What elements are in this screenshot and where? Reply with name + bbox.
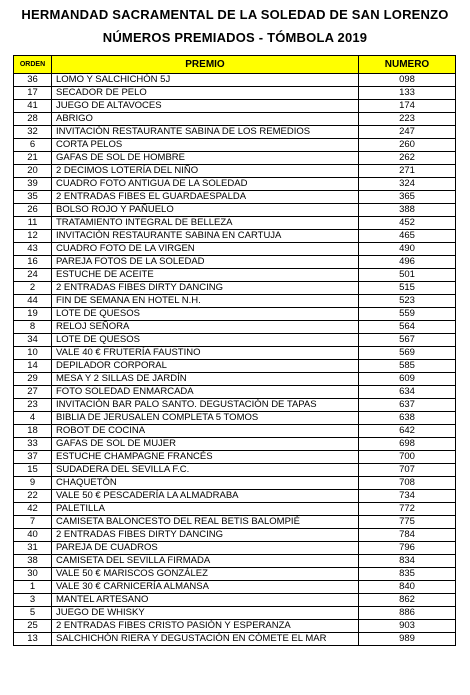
cell-orden: 21 bbox=[14, 152, 52, 165]
table-row bbox=[14, 295, 456, 308]
cell-numero: 796 bbox=[359, 542, 456, 555]
cell-premio: ABRIGO bbox=[52, 113, 359, 126]
table-row bbox=[14, 74, 456, 87]
cell-orden: 6 bbox=[14, 139, 52, 152]
cell-orden: 17 bbox=[14, 87, 52, 100]
table-row bbox=[14, 282, 456, 295]
cell-numero: 772 bbox=[359, 503, 456, 516]
cell-numero: 496 bbox=[359, 256, 456, 269]
cell-numero: 903 bbox=[359, 620, 456, 633]
table-row bbox=[14, 126, 456, 139]
cell-orden: 14 bbox=[14, 360, 52, 373]
cell-orden: 33 bbox=[14, 438, 52, 451]
cell-orden: 15 bbox=[14, 464, 52, 477]
cell-orden: 2 bbox=[14, 282, 52, 295]
table-row bbox=[14, 321, 456, 334]
cell-premio: 2 ENTRADAS FIBES CRISTO PASIÓN Y ESPERANZA bbox=[52, 620, 359, 633]
table-row bbox=[14, 620, 456, 633]
cell-orden: 22 bbox=[14, 490, 52, 503]
cell-numero: 559 bbox=[359, 308, 456, 321]
cell-numero: 388 bbox=[359, 204, 456, 217]
cell-premio: ROBOT DE COCINA bbox=[52, 425, 359, 438]
cell-premio: DEPILADOR CORPORAL bbox=[52, 360, 359, 373]
document-subtitle: NÚMEROS PREMIADOS - TÓMBOLA 2019 bbox=[102, 30, 368, 45]
cell-numero: 452 bbox=[359, 217, 456, 230]
cell-numero: 634 bbox=[359, 386, 456, 399]
table-row bbox=[14, 451, 456, 464]
cell-orden: 25 bbox=[14, 620, 52, 633]
cell-premio: PAREJA FOTOS DE LA SOLEDAD bbox=[52, 256, 359, 269]
cell-premio: CAMISETA BALONCESTO DEL REAL BETIS BALOMPIÉ bbox=[52, 516, 359, 529]
table-row bbox=[14, 581, 456, 594]
cell-premio: VALE 30 € CARNICERÍA ALMANSA bbox=[52, 581, 359, 594]
cell-orden: 31 bbox=[14, 542, 52, 555]
table-row bbox=[14, 555, 456, 568]
table-row bbox=[14, 87, 456, 100]
cell-numero: 862 bbox=[359, 594, 456, 607]
cell-orden: 44 bbox=[14, 295, 52, 308]
cell-orden: 7 bbox=[14, 516, 52, 529]
cell-premio: 2 ENTRADAS FIBES EL GUARDAESPALDA bbox=[52, 191, 359, 204]
cell-premio: VALE 50 € PESCADERÍA LA ALMADRABA bbox=[52, 490, 359, 503]
cell-premio: VALE 40 € FRUTERÍA FAUSTINO bbox=[52, 347, 359, 360]
table-row bbox=[14, 594, 456, 607]
column-header-premio: PREMIO bbox=[52, 56, 359, 74]
table-row bbox=[14, 191, 456, 204]
cell-numero: 989 bbox=[359, 633, 456, 646]
table-row bbox=[14, 373, 456, 386]
table-row bbox=[14, 204, 456, 217]
cell-premio: JUEGO DE ALTAVOCES bbox=[52, 100, 359, 113]
cell-numero: 569 bbox=[359, 347, 456, 360]
document-title: HERMANDAD SACRAMENTAL DE LA SOLEDAD DE SAN LORENZO bbox=[21, 7, 449, 22]
cell-premio: BOLSO ROJO Y PAÑUELO bbox=[52, 204, 359, 217]
cell-orden: 36 bbox=[14, 74, 52, 87]
cell-numero: 262 bbox=[359, 152, 456, 165]
cell-numero: 609 bbox=[359, 373, 456, 386]
cell-premio: RELOJ SEÑORA bbox=[52, 321, 359, 334]
cell-premio: MANTEL ARTESANO bbox=[52, 594, 359, 607]
cell-orden: 13 bbox=[14, 633, 52, 646]
column-header-numero: NUMERO bbox=[359, 56, 456, 74]
cell-orden: 39 bbox=[14, 178, 52, 191]
cell-orden: 20 bbox=[14, 165, 52, 178]
table-row bbox=[14, 607, 456, 620]
cell-orden: 4 bbox=[14, 412, 52, 425]
cell-premio: BIBLIA DE JERUSALEN COMPLETA 5 TOMOS bbox=[52, 412, 359, 425]
cell-orden: 11 bbox=[14, 217, 52, 230]
table-row bbox=[14, 165, 456, 178]
table-row bbox=[14, 269, 456, 282]
table-row bbox=[14, 516, 456, 529]
cell-numero: 365 bbox=[359, 191, 456, 204]
cell-premio: INVITACIÓN BAR PALO SANTO. DEGUSTACIÓN DE TAPAS bbox=[52, 399, 359, 412]
cell-numero: 465 bbox=[359, 230, 456, 243]
cell-orden: 19 bbox=[14, 308, 52, 321]
table-row bbox=[14, 308, 456, 321]
cell-orden: 23 bbox=[14, 399, 52, 412]
cell-premio: INVITACIÓN RESTAURANTE SABINA DE LOS REMEDIOS bbox=[52, 126, 359, 139]
cell-numero: 324 bbox=[359, 178, 456, 191]
cell-premio: CORTA PELOS bbox=[52, 139, 359, 152]
table-row bbox=[14, 477, 456, 490]
cell-numero: 840 bbox=[359, 581, 456, 594]
table-row bbox=[14, 178, 456, 191]
cell-orden: 43 bbox=[14, 243, 52, 256]
table-row bbox=[14, 503, 456, 516]
cell-orden: 9 bbox=[14, 477, 52, 490]
cell-orden: 38 bbox=[14, 555, 52, 568]
table-row bbox=[14, 100, 456, 113]
cell-premio: SECADOR DE PELO bbox=[52, 87, 359, 100]
table-row bbox=[14, 529, 456, 542]
cell-orden: 27 bbox=[14, 386, 52, 399]
table-row bbox=[14, 152, 456, 165]
table-row bbox=[14, 412, 456, 425]
cell-premio: ESTUCHE CHAMPAGNE FRANCÉS bbox=[52, 451, 359, 464]
cell-numero: 638 bbox=[359, 412, 456, 425]
cell-numero: 700 bbox=[359, 451, 456, 464]
cell-numero: 707 bbox=[359, 464, 456, 477]
table-row bbox=[14, 334, 456, 347]
cell-orden: 10 bbox=[14, 347, 52, 360]
cell-orden: 29 bbox=[14, 373, 52, 386]
cell-orden: 32 bbox=[14, 126, 52, 139]
cell-orden: 30 bbox=[14, 568, 52, 581]
cell-premio: MESA Y 2 SILLAS DE JARDÍN bbox=[52, 373, 359, 386]
cell-orden: 16 bbox=[14, 256, 52, 269]
cell-premio: TRATAMIENTO INTEGRAL DE BELLEZA bbox=[52, 217, 359, 230]
cell-numero: 698 bbox=[359, 438, 456, 451]
cell-numero: 734 bbox=[359, 490, 456, 503]
cell-premio: FIN DE SEMANA EN HOTEL N.H. bbox=[52, 295, 359, 308]
cell-orden: 40 bbox=[14, 529, 52, 542]
cell-numero: 637 bbox=[359, 399, 456, 412]
cell-numero: 642 bbox=[359, 425, 456, 438]
cell-premio: PAREJA DE CUADROS bbox=[52, 542, 359, 555]
cell-premio: GAFAS DE SOL DE MUJER bbox=[52, 438, 359, 451]
table-row bbox=[14, 230, 456, 243]
cell-premio: LOTE DE QUESOS bbox=[52, 334, 359, 347]
cell-numero: 835 bbox=[359, 568, 456, 581]
cell-numero: 567 bbox=[359, 334, 456, 347]
cell-numero: 174 bbox=[359, 100, 456, 113]
cell-orden: 18 bbox=[14, 425, 52, 438]
cell-orden: 26 bbox=[14, 204, 52, 217]
table-row bbox=[14, 113, 456, 126]
cell-premio: PALETILLA bbox=[52, 503, 359, 516]
cell-orden: 28 bbox=[14, 113, 52, 126]
table-header-row bbox=[14, 56, 456, 74]
cell-premio: 2 ENTRADAS FIBES DIRTY DANCING bbox=[52, 282, 359, 295]
cell-numero: 784 bbox=[359, 529, 456, 542]
cell-premio: INVITACIÓN RESTAURANTE SABINA EN CARTUJA bbox=[52, 230, 359, 243]
cell-premio: GAFAS DE SOL DE HOMBRE bbox=[52, 152, 359, 165]
cell-numero: 501 bbox=[359, 269, 456, 282]
cell-numero: 708 bbox=[359, 477, 456, 490]
cell-numero: 886 bbox=[359, 607, 456, 620]
cell-premio: 2 ENTRADAS FIBES DIRTY DANCING bbox=[52, 529, 359, 542]
cell-numero: 260 bbox=[359, 139, 456, 152]
cell-orden: 3 bbox=[14, 594, 52, 607]
cell-orden: 34 bbox=[14, 334, 52, 347]
cell-orden: 8 bbox=[14, 321, 52, 334]
cell-orden: 35 bbox=[14, 191, 52, 204]
table-row bbox=[14, 438, 456, 451]
cell-orden: 24 bbox=[14, 269, 52, 282]
cell-orden: 12 bbox=[14, 230, 52, 243]
cell-premio: JUEGO DE WHISKY bbox=[52, 607, 359, 620]
cell-premio: CUADRO FOTO ANTIGUA DE LA SOLEDAD bbox=[52, 178, 359, 191]
cell-premio: FOTO SOLEDAD ENMARCADA bbox=[52, 386, 359, 399]
cell-premio: 2 DECIMOS LOTERÍA DEL NIÑO bbox=[52, 165, 359, 178]
cell-orden: 1 bbox=[14, 581, 52, 594]
cell-premio: LOTE DE QUESOS bbox=[52, 308, 359, 321]
cell-numero: 133 bbox=[359, 87, 456, 100]
cell-numero: 271 bbox=[359, 165, 456, 178]
table-row bbox=[14, 347, 456, 360]
column-header-orden: ORDEN bbox=[14, 56, 52, 74]
cell-premio: CAMISETA DEL SEVILLA FIRMADA bbox=[52, 555, 359, 568]
table-row bbox=[14, 425, 456, 438]
cell-numero: 585 bbox=[359, 360, 456, 373]
cell-premio: CHAQUETÓN bbox=[52, 477, 359, 490]
cell-numero: 775 bbox=[359, 516, 456, 529]
cell-numero: 490 bbox=[359, 243, 456, 256]
table-row bbox=[14, 542, 456, 555]
cell-numero: 834 bbox=[359, 555, 456, 568]
table-row bbox=[14, 464, 456, 477]
table-row bbox=[14, 217, 456, 230]
cell-premio: SALCHICHÓN RIERA Y DEGUSTACIÓN EN CÓMETE EL MAR bbox=[52, 633, 359, 646]
cell-numero: 564 bbox=[359, 321, 456, 334]
table-row bbox=[14, 243, 456, 256]
cell-numero: 523 bbox=[359, 295, 456, 308]
cell-premio: LOMO Y SALCHICHÓN 5J bbox=[52, 74, 359, 87]
cell-orden: 42 bbox=[14, 503, 52, 516]
cell-numero: 515 bbox=[359, 282, 456, 295]
cell-numero: 247 bbox=[359, 126, 456, 139]
table-row bbox=[14, 256, 456, 269]
table-row bbox=[14, 568, 456, 581]
cell-numero: 223 bbox=[359, 113, 456, 126]
cell-premio: ESTUCHE DE ACEITE bbox=[52, 269, 359, 282]
table-body bbox=[14, 74, 456, 646]
cell-orden: 41 bbox=[14, 100, 52, 113]
cell-premio: SUDADERA DEL SEVILLA F.C. bbox=[52, 464, 359, 477]
cell-orden: 37 bbox=[14, 451, 52, 464]
table-row bbox=[14, 360, 456, 373]
cell-orden: 5 bbox=[14, 607, 52, 620]
table-row bbox=[14, 139, 456, 152]
cell-premio: VALE 50 € MARISCOS GONZÁLEZ bbox=[52, 568, 359, 581]
cell-premio: CUADRO FOTO DE LA VIRGEN bbox=[52, 243, 359, 256]
table-row bbox=[14, 399, 456, 412]
table-row bbox=[14, 490, 456, 503]
cell-numero: 098 bbox=[359, 74, 456, 87]
table-row bbox=[14, 633, 456, 646]
table-row bbox=[14, 386, 456, 399]
prizes-table bbox=[13, 55, 456, 646]
